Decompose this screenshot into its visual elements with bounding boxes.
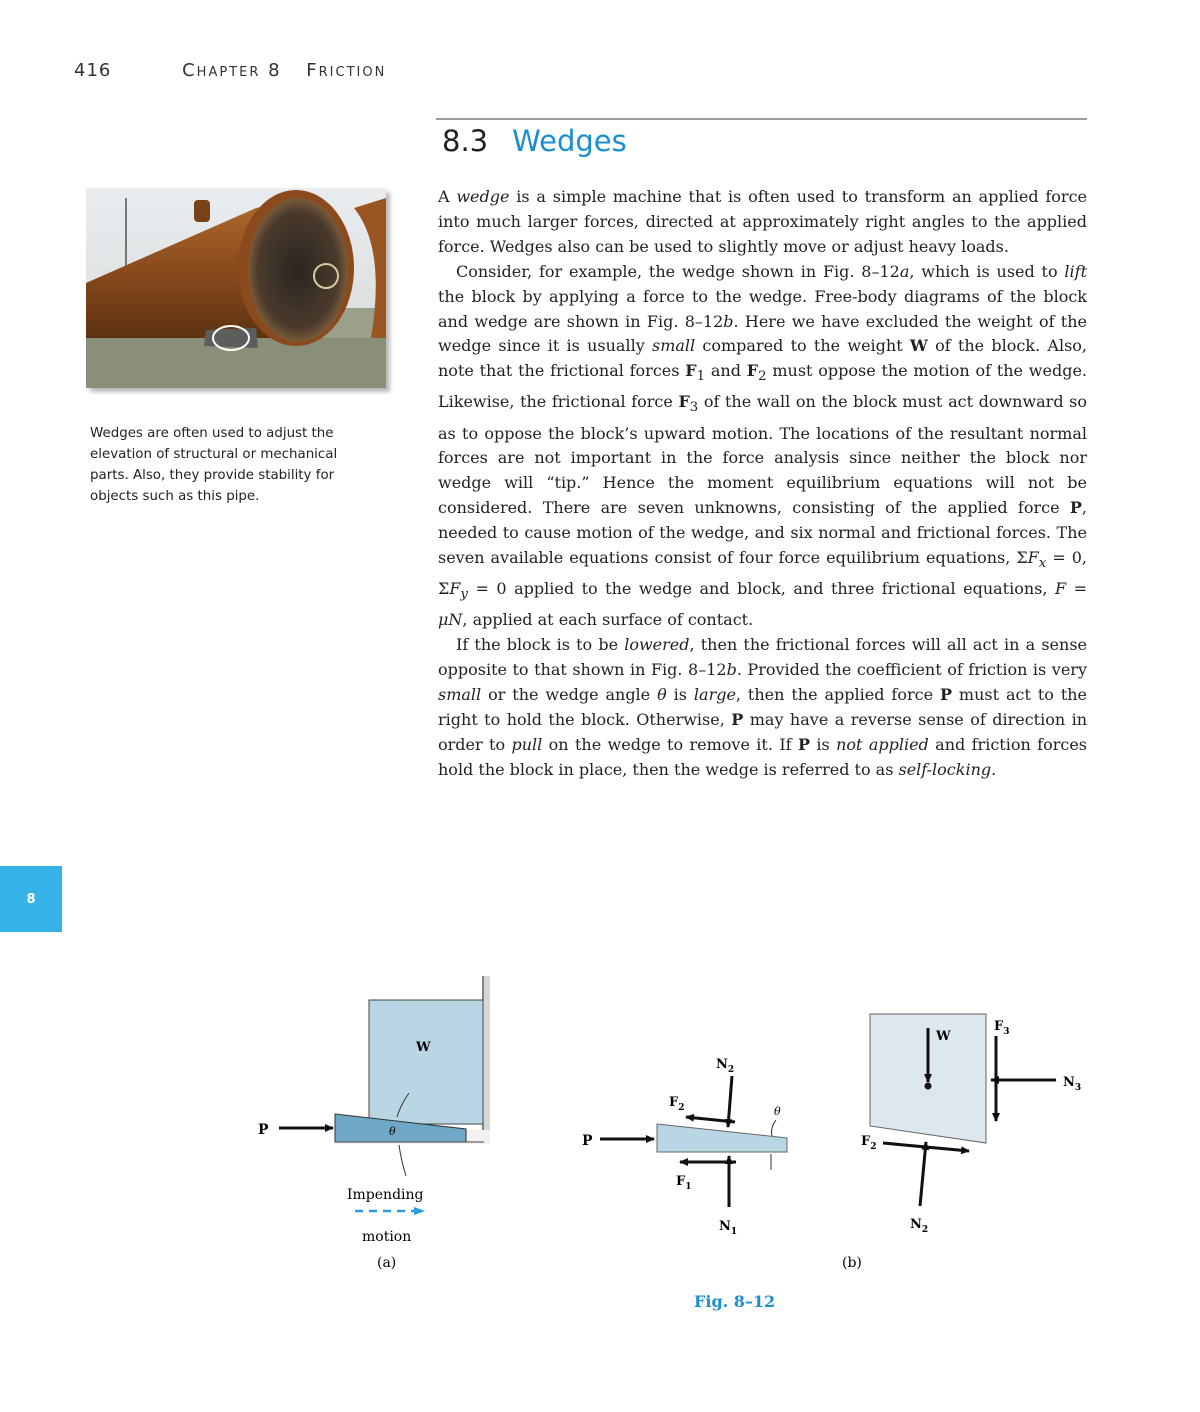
- chapter-side-tab: 8: [0, 866, 62, 932]
- label-motion: motion: [362, 1229, 412, 1245]
- label-impending: Impending: [347, 1187, 424, 1203]
- photo-caption: Wedges are often used to adjust the elevation of structural or mechanical parts. Also, they provide stability for objects such as this pipe.: [90, 426, 338, 504]
- page-header: [74, 60, 386, 81]
- sublabel-a: (a): [377, 1255, 397, 1271]
- label-p: P: [258, 1122, 269, 1138]
- chapter-label: Chapter 8: [182, 60, 282, 81]
- label-f3: $F_3$: [994, 1019, 1010, 1037]
- label-w: W: [416, 1040, 431, 1055]
- label-theta: θ: [389, 1125, 396, 1138]
- label-n3: $N_3$: [1063, 1075, 1082, 1093]
- label-n1: $N_1$: [719, 1219, 738, 1237]
- section-rule: [436, 118, 1087, 120]
- figure-label: Fig. 8–12: [694, 1292, 776, 1311]
- body-text: [438, 185, 1087, 783]
- sublabel-b: (b): [842, 1255, 862, 1271]
- paragraph-2: Consider, for example, the wedge shown in Fig. 8–12a, which is used to lift the block by applying a force to the wedge. Free-body diagrams of the block and wedge are shown in Fig. 8–12b. Here we have excluded the weight of the wedge since it is usually small compared to the weight W of the block. Also, note that the frictional forces $F_1$ and $F_2$ must oppose the motion of the wedge. Likewise, the frictional force $F_3$ of the wall on the block must act downward so as to oppose the block’s upward motion. The locations of the resultant normal forces are not important in the force analysis since neither the block nor wedge will “tip.” Hence the moment equilibrium equations will not be considered. There are seven unknowns, consisting of the applied force P, needed to cause motion of the wedge, and six normal and frictional forces. The seven available equations consist of four force equilibrium equations, $\Sigma F_x = 0$, $\Sigma F_y = 0$ applied to the wedge and block, and three frictional equations, F = μN, applied at each surface of contact.: [438, 261, 1088, 630]
- block: [369, 1000, 483, 1124]
- label-theta-b: θ: [774, 1105, 781, 1118]
- section-heading: [442, 124, 627, 158]
- label-f1: $F_1$: [676, 1174, 692, 1192]
- figure-b-wedge: [582, 1057, 787, 1237]
- page-number: 416: [74, 60, 112, 81]
- paragraph-3: If the block is to be lowered, then the frictional forces will all act in a sense opposite to that shown in Fig. 8–12b. Provided the coefficient of friction is very small or the wedge angle θ is large, then the applied force P must act to the right to hold the block. Otherwise, P may have a reverse sense of direction in order to pull on the wedge to remove it. If P is not applied and friction forces hold the block in place, then the wedge is referred to as self-locking.: [438, 635, 1088, 779]
- section-title: Wedges: [512, 124, 627, 158]
- paragraph-1: A wedge is a simple machine that is often used to transform an applied force into much larger forces, directed at approximately right angles to the applied force. Wedges also can be used to slightly move or adjust heavy loads.: [438, 187, 1087, 256]
- figure-b-block: [861, 1014, 1081, 1235]
- pipe-photo: [86, 188, 386, 388]
- label-p-b: P: [582, 1133, 593, 1149]
- figure-a: [258, 976, 490, 1271]
- label-n2-b: $N_2$: [910, 1217, 929, 1235]
- label-n2: $N_2$: [716, 1057, 735, 1075]
- chapter-title: Friction: [306, 60, 387, 81]
- section-number: 8.3: [442, 124, 489, 158]
- label-f2-b: $F_2$: [861, 1134, 877, 1152]
- wall: [484, 976, 490, 1142]
- label-f2: $F_2$: [669, 1095, 685, 1113]
- wedge-fbd: [657, 1124, 787, 1152]
- figure-8-12: [0, 960, 1200, 1290]
- label-w-b: W: [936, 1029, 951, 1044]
